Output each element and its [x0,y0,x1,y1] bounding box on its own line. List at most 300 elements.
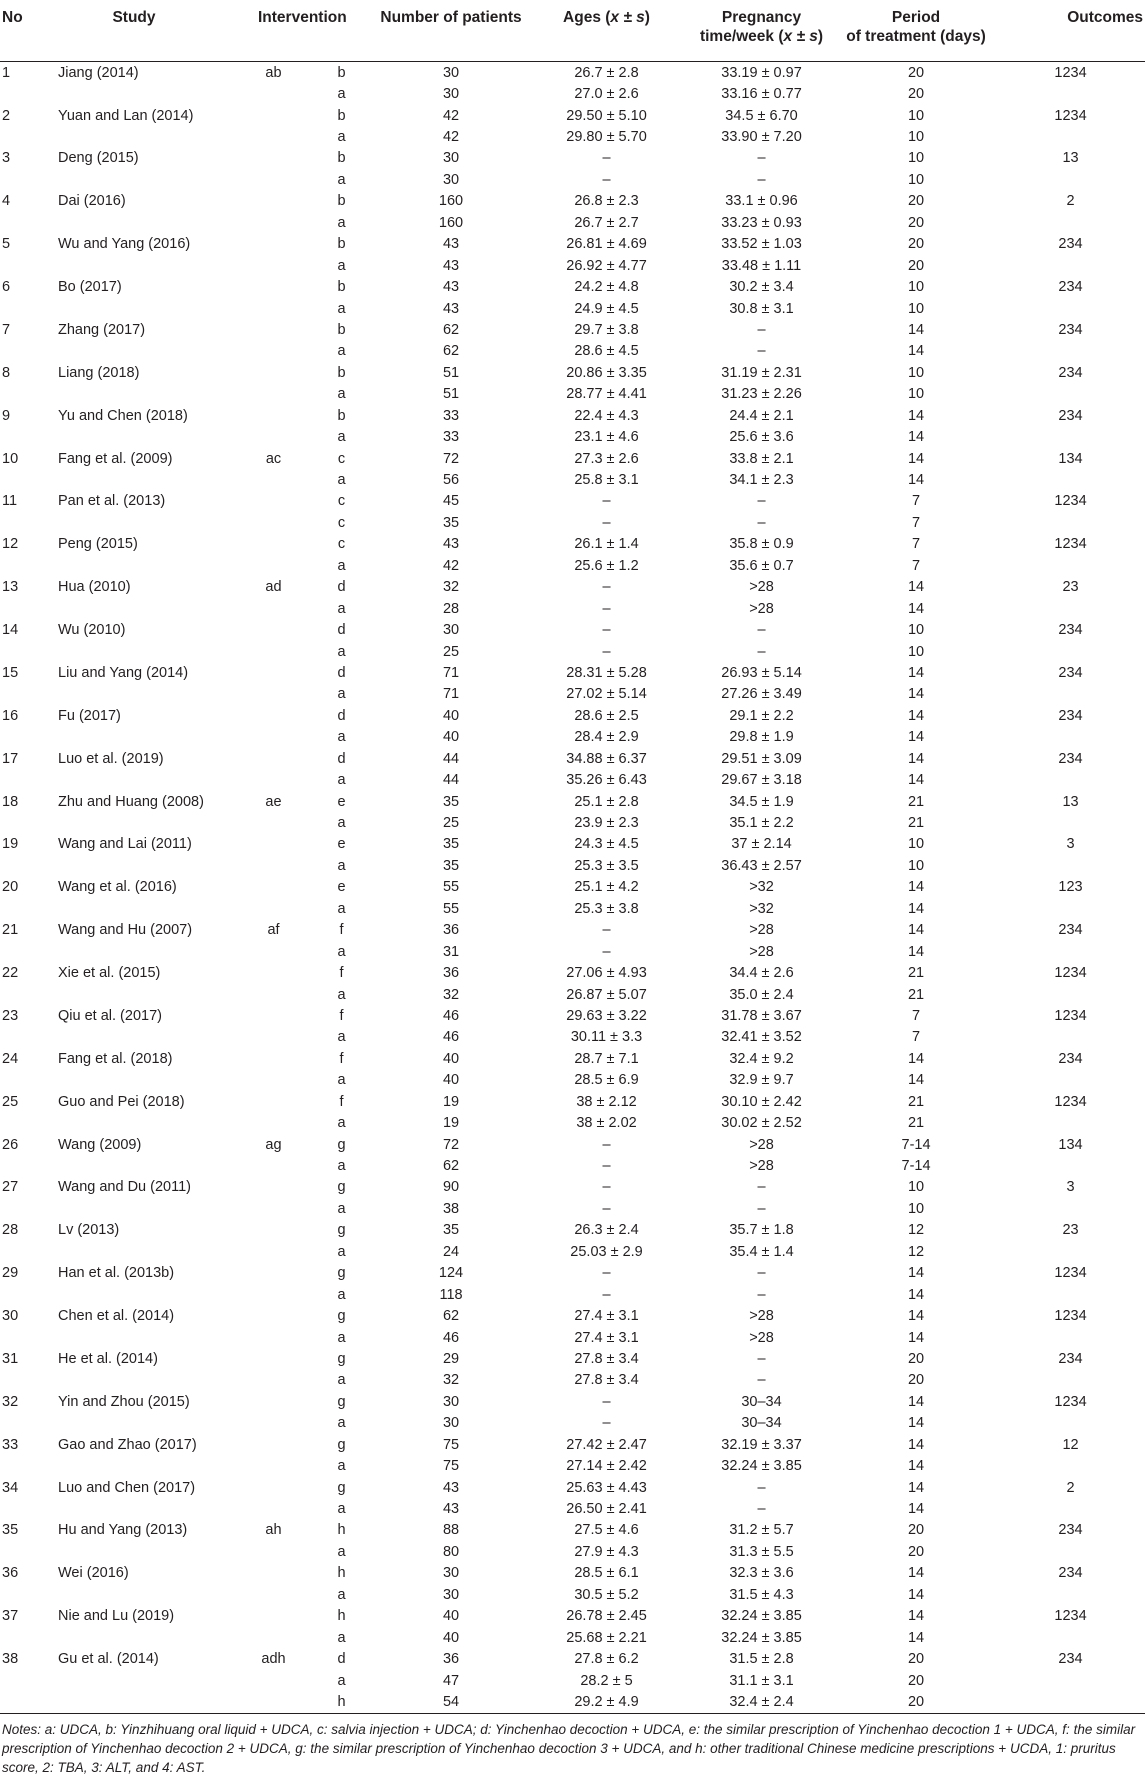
cell-pregnancy: 36.43 ± 2.57 [721,857,802,874]
cell-intervention [240,748,307,769]
cell-outcomes: 13 [1062,150,1079,167]
cell-ages: 30.11 ± 3.3 [570,1029,643,1046]
cell-no: 26 [2,1136,19,1153]
cell-study [28,1284,240,1305]
cell-patients: 32 [442,579,460,596]
cell-group: a [337,129,346,146]
cell-study: Chen et al. (2014) [58,1308,175,1325]
table-row [0,769,1145,790]
cell-intervention: ag [265,1136,282,1153]
cell-patients: 30 [442,64,460,81]
cell-ages: 28.77 ± 4.41 [566,386,647,403]
cell-period: 20 [836,1691,996,1713]
cell-intervention [240,834,307,855]
cell-pregnancy: – [757,643,766,660]
cell-intervention [240,1691,307,1713]
cell-group: a [337,600,346,617]
cell-intervention [240,598,307,619]
cell-outcomes [996,1027,1145,1048]
table-row [0,1284,1145,1305]
cell-intervention: ad [265,579,282,596]
cell-outcomes [996,1155,1145,1176]
table-row [0,255,1145,276]
cell-intervention [240,1263,307,1284]
cell-period: 14 [907,1286,925,1303]
cell-period: 10 [907,643,925,660]
cell-period: 14 [907,1479,925,1496]
cell-group: a [337,1672,346,1689]
cell-patients: 40 [442,1608,460,1625]
cell-no: 30 [2,1308,19,1325]
cell-no: 13 [2,579,19,596]
table-row [0,812,1145,833]
cell-period: 14 [907,943,925,960]
cell-study [28,1627,240,1648]
cell-patients: 40 [442,1629,460,1646]
cell-intervention [240,83,307,104]
cell-outcomes [996,1627,1145,1648]
cell-outcomes: 234 [1058,1565,1083,1582]
cell-outcomes: 1234 [1054,64,1087,81]
table-row [0,1691,1145,1713]
cell-no [0,1541,28,1562]
table-row [0,555,1145,576]
cell-patients: 40 [442,729,460,746]
cell-period: 14 [907,664,925,681]
cell-no: 10 [2,450,19,467]
cell-period: 21 [907,793,925,810]
cell-period: 10 [907,150,925,167]
cell-no [0,469,28,490]
cell-pregnancy: 31.2 ± 5.7 [729,1522,794,1539]
cell-no: 12 [2,536,19,553]
cell-pregnancy: 30–34 [741,1393,782,1410]
cell-group: a [337,1286,346,1303]
cell-ages: 27.0 ± 2.6 [574,86,639,103]
cell-intervention [240,469,307,490]
cell-outcomes: 234 [1058,1350,1083,1367]
cell-no: 3 [2,150,11,167]
cell-outcomes: 13 [1062,793,1079,810]
cell-pregnancy: >28 [749,922,774,939]
cell-patients: 35 [442,857,460,874]
cell-pregnancy: 29.67 ± 3.18 [721,772,802,789]
cell-patients: 72 [442,1136,460,1153]
cell-period: 21 [907,815,925,832]
cell-pregnancy: 30.8 ± 3.1 [729,300,794,317]
cell-study: Lv (2013) [58,1222,120,1239]
cell-intervention [240,941,307,962]
cell-intervention [240,641,307,662]
cell-no [0,426,28,447]
cell-study [28,898,240,919]
cell-patients: 62 [442,321,460,338]
cell-patients: 46 [442,1007,460,1024]
cell-study [28,298,240,319]
cell-patients: 31 [442,943,460,960]
cell-intervention [240,855,307,876]
cell-period: 14 [907,321,925,338]
cell-patients: 62 [442,343,460,360]
cell-study [28,1691,240,1713]
cell-period: 12 [907,1222,925,1239]
cell-study: Pan et al. (2013) [58,493,166,510]
cell-period: 14 [907,1308,925,1325]
cell-period: 10 [907,171,925,188]
cell-period: 21 [907,986,925,1003]
cell-study [28,212,240,233]
cell-period: 12 [907,1243,925,1260]
cell-study: Luo et al. (2019) [58,750,164,767]
cell-outcomes: 23 [1062,1222,1079,1239]
cell-group: b [337,193,346,210]
table-row [0,1348,1145,1369]
cell-intervention [240,619,307,640]
cell-study: Wang and Hu (2007) [58,922,193,939]
cell-outcomes [996,1691,1145,1713]
cell-study: Fang et al. (2018) [58,1050,173,1067]
cell-no: 21 [2,922,19,939]
cell-patients: 33 [442,407,460,424]
cell-intervention [240,1241,307,1262]
cell-pregnancy: 26.93 ± 5.14 [721,664,802,681]
cell-intervention [240,1091,307,1112]
table-row [0,1541,1145,1562]
cell-study: He et al. (2014) [58,1350,158,1367]
cell-study: Fu (2017) [58,707,121,724]
cell-outcomes: 1234 [1054,965,1087,982]
cell-ages: 25.1 ± 4.2 [574,879,639,896]
cell-period: 14 [907,1501,925,1518]
table-row [0,105,1145,126]
cell-patients: 160 [438,214,464,231]
cell-patients: 30 [442,1415,460,1432]
cell-intervention [240,1027,307,1048]
table-row [0,1563,1145,1584]
cell-intervention [240,1048,307,1069]
cell-no [0,812,28,833]
cell-pregnancy: >28 [749,1136,774,1153]
cell-study [28,1241,240,1262]
cell-study: Gu et al. (2014) [58,1651,159,1668]
cell-study: Yuan and Lan (2014) [58,107,194,124]
cell-pregnancy: >32 [749,879,774,896]
cell-pregnancy: 31.19 ± 2.31 [721,364,802,381]
cell-patients: 160 [438,193,464,210]
cell-outcomes: 134 [1058,450,1083,467]
cell-pregnancy: 34.4 ± 2.6 [729,965,794,982]
cell-ages: 23.9 ± 2.3 [574,815,639,832]
cell-ages: 29.2 ± 4.9 [526,1691,687,1713]
cell-group: a [337,943,346,960]
cell-ages: 27.8 ± 3.4 [574,1350,639,1367]
table-row [0,276,1145,297]
table-row [0,1048,1145,1069]
table-row [0,1220,1145,1241]
cell-pregnancy: 31.78 ± 3.67 [721,1007,802,1024]
cell-group: b [337,279,346,296]
cell-study: Fang et al. (2009) [58,450,173,467]
cell-no [0,1198,28,1219]
cell-group: b [337,364,346,381]
cell-intervention: ab [265,64,282,81]
cell-period: 20 [907,1543,925,1560]
cell-study [28,1584,240,1605]
cell-pregnancy: 32.3 ± 3.6 [729,1565,794,1582]
table-row [0,984,1145,1005]
table-row [0,148,1145,169]
table-row [0,577,1145,598]
table-row [0,920,1145,941]
cell-intervention [240,319,307,340]
cell-pregnancy: – [757,622,766,639]
cell-intervention [240,1112,307,1133]
cell-outcomes: 12 [1062,1436,1079,1453]
cell-group: g [337,1308,346,1325]
cell-patients: 71 [442,664,460,681]
cell-pregnancy: – [757,1200,766,1217]
cell-pregnancy: 32.41 ± 3.52 [721,1029,802,1046]
cell-patients: 28 [442,600,460,617]
cell-patients: 30 [442,171,460,188]
cell-no [0,855,28,876]
cell-patients: 30 [442,150,460,167]
cell-period: 20 [907,64,925,81]
table-row [0,362,1145,383]
table-row [0,1520,1145,1541]
cell-no: 38 [2,1651,19,1668]
table-row [0,212,1145,233]
cell-no: 28 [2,1222,19,1239]
cell-outcomes: 3 [1066,1179,1075,1196]
cell-pregnancy: 34.1 ± 2.3 [729,472,794,489]
cell-pregnancy: 32.19 ± 3.37 [721,1436,802,1453]
cell-period: 14 [907,1050,925,1067]
cell-patients: 40 [442,1050,460,1067]
cell-ages: 28.5 ± 6.1 [574,1565,639,1582]
cell-no [0,298,28,319]
cell-study: Bo (2017) [58,279,122,296]
cell-period: 14 [907,750,925,767]
table-row [0,448,1145,469]
cell-study [28,426,240,447]
table-row [0,1498,1145,1519]
cell-ages: – [602,943,611,960]
cell-group: g [337,1136,346,1153]
cell-intervention [240,1198,307,1219]
cell-intervention: ae [265,793,282,810]
cell-intervention [240,341,307,362]
table-row [0,62,1145,84]
cell-pregnancy: 31.3 ± 5.5 [729,1543,794,1560]
table-row [0,855,1145,876]
table-row [0,1027,1145,1048]
cell-ages: – [602,1393,611,1410]
cell-study: Wang and Lai (2011) [58,836,192,853]
cell-patients: 51 [442,364,460,381]
cell-outcomes: 123 [1058,879,1083,896]
cell-pregnancy: – [757,1286,766,1303]
cell-period: 14 [907,407,925,424]
cell-ages: 29.63 ± 3.22 [566,1007,647,1024]
cell-outcomes: 234 [1058,664,1083,681]
cell-group: a [337,86,346,103]
cell-study [28,126,240,147]
cell-outcomes: 234 [1058,321,1083,338]
cell-study [28,384,240,405]
cell-no [0,1327,28,1348]
cell-pregnancy: 32.24 ± 3.85 [721,1608,802,1625]
cell-group: a [337,1243,346,1260]
cell-patients: 42 [442,129,460,146]
cell-group: a [337,171,346,188]
cell-pregnancy: 35.8 ± 0.9 [729,536,794,553]
cell-outcomes: 134 [1058,1136,1083,1153]
table-row [0,598,1145,619]
cell-intervention [240,555,307,576]
cell-ages: – [602,171,611,188]
cell-period: 10 [907,129,925,146]
cell-outcomes [996,1370,1145,1391]
cell-group: f [339,1093,344,1110]
cell-outcomes: 1234 [1054,493,1087,510]
cell-ages: 28.5 ± 6.9 [574,1072,639,1089]
cell-ages: 35.26 ± 6.43 [566,772,647,789]
cell-ages: 26.8 ± 2.3 [574,193,639,210]
cell-no: 9 [2,407,11,424]
cell-no [0,1155,28,1176]
cell-study: Gao and Zhao (2017) [58,1436,197,1453]
cell-no [0,1070,28,1091]
cell-no [0,1112,28,1133]
cell-period: 14 [907,1393,925,1410]
cell-study [28,641,240,662]
header-number-of-patients: Number of patients [376,0,526,62]
cell-no: 22 [2,965,19,982]
cell-outcomes [996,298,1145,319]
cell-period: 14 [907,600,925,617]
cell-no [0,1027,28,1048]
cell-pregnancy: 30–34 [741,1415,782,1432]
cell-no [0,598,28,619]
cell-patients: 44 [442,750,460,767]
cell-study [28,812,240,833]
cell-patients: 19 [442,1115,460,1132]
table-row [0,234,1145,255]
cell-patients: 30 [442,622,460,639]
table-row [0,83,1145,104]
cell-outcomes: 2 [1066,193,1075,210]
cell-ages: 28.6 ± 4.5 [574,343,639,360]
cell-outcomes [996,555,1145,576]
cell-ages: 27.9 ± 4.3 [574,1543,639,1560]
cell-period: 7-14 [901,1136,931,1153]
cell-no: 15 [2,664,19,681]
cell-intervention [240,212,307,233]
cell-period: 14 [907,450,925,467]
cell-pregnancy: 33.19 ± 0.97 [721,64,802,81]
cell-intervention [240,255,307,276]
cell-pregnancy: >28 [749,600,774,617]
cell-pregnancy: 29.1 ± 2.2 [729,707,794,724]
cell-no [0,555,28,576]
cell-group: a [337,1458,346,1475]
table-row [0,1391,1145,1412]
table-row [0,1413,1145,1434]
cell-no: 20 [2,879,19,896]
cell-no [0,1498,28,1519]
cell-intervention [240,1455,307,1476]
cell-intervention [240,405,307,426]
cell-no [0,255,28,276]
cell-study [28,1370,240,1391]
cell-pregnancy: 31.5 ± 2.8 [729,1651,794,1668]
cell-period: 14 [907,1586,925,1603]
cell-period: 10 [907,107,925,124]
cell-patients: 32 [442,1372,460,1389]
cell-ages: 26.7 ± 2.8 [574,64,639,81]
cell-pregnancy: >28 [749,1329,774,1346]
cell-group: a [337,214,346,231]
cell-group: e [337,879,346,896]
cell-ages: 26.3 ± 2.4 [574,1222,639,1239]
cell-patients: 54 [376,1691,526,1713]
cell-ages: – [602,1158,611,1175]
cell-period: 7 [911,536,921,553]
table-row [0,1327,1145,1348]
cell-group: a [337,472,346,489]
cell-intervention [240,1305,307,1326]
cell-group: a [337,1543,346,1560]
cell-pregnancy: – [757,1179,766,1196]
cell-outcomes [996,384,1145,405]
cell-ages: 23.1 ± 4.6 [574,429,639,446]
cell-study: Guo and Pei (2018) [58,1093,185,1110]
cell-outcomes [996,341,1145,362]
cell-intervention [240,877,307,898]
cell-patients: 43 [442,1501,460,1518]
cell-study [28,855,240,876]
cell-no [0,641,28,662]
cell-outcomes: 1234 [1054,107,1087,124]
cell-group: a [337,1329,346,1346]
cell-patients: 35 [442,1222,460,1239]
cell-study [28,255,240,276]
cell-intervention [240,1284,307,1305]
cell-study: Wang (2009) [58,1136,142,1153]
cell-patients: 32 [442,986,460,1003]
cell-ages: 27.06 ± 4.93 [566,965,647,982]
cell-group: a [337,1072,346,1089]
cell-no [0,1455,28,1476]
cell-period: 10 [907,1179,925,1196]
cell-group: b [337,321,346,338]
cell-group: h [337,1522,346,1539]
cell-period: 14 [907,1072,925,1089]
cell-group: a [337,386,346,403]
cell-study: Deng (2015) [58,150,139,167]
cell-ages: 26.1 ± 1.4 [574,536,639,553]
table-row [0,705,1145,726]
cell-period: 20 [907,1372,925,1389]
cell-study: Wang et al. (2016) [58,879,177,896]
cell-no [0,212,28,233]
cell-no: 19 [2,836,19,853]
cell-no [0,1284,28,1305]
cell-pregnancy: 33.23 ± 0.93 [721,214,802,231]
cell-study: Luo and Chen (2017) [58,1479,196,1496]
table-row [0,1455,1145,1476]
